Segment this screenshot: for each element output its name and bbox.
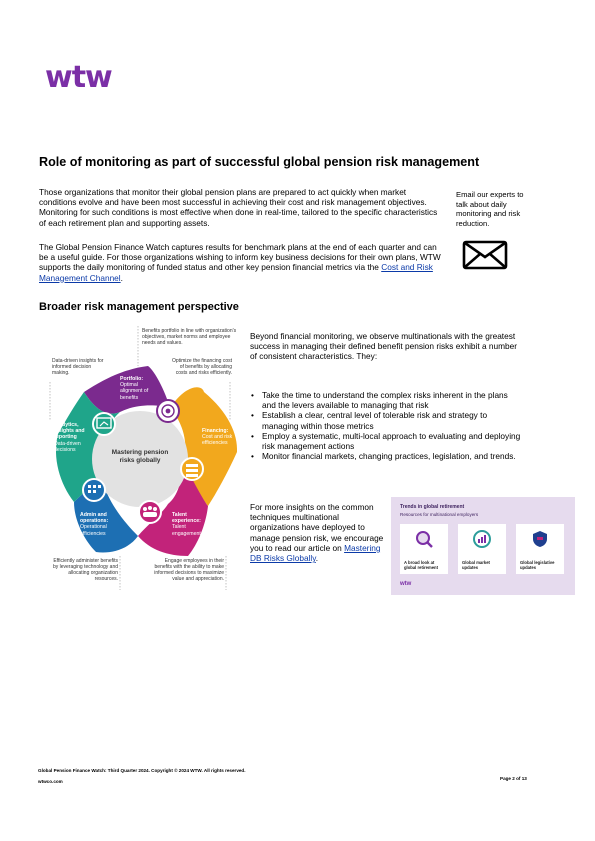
segment-label-admin: Admin and operations: Operational efficiencies <box>80 512 109 537</box>
paragraph-text: The Global Pension Finance Watch captures results for benchmark plans at the end of each quarter and can be a useful guide. For those organizations wishing to inform key business decisions for their own plans, WTW supports the daily monitoring of funded status and other key pension financial metrics via the <box>39 242 441 273</box>
list-item: • Establish a clear, central level of tolerable risk and strategy to managing within those metrics <box>250 410 522 430</box>
note-analytics: Data-driven insights for informed decision making. <box>52 358 104 376</box>
note-portfolio: Benefits portfolio in line with organization's objectives, market norms and employee needs and values. <box>142 328 237 346</box>
portfolio-icon <box>157 400 179 422</box>
footer-website[interactable]: wtwco.com <box>38 779 63 784</box>
shield-gavel-icon <box>530 529 550 549</box>
broader-risk-intro: Beyond financial monitoring, we observe multinationals with the greatest success in managing their defined benefit pension risks exhibit a number of consistent characteristics. They: <box>250 331 518 362</box>
outro-text: For more insights on the common techniques multinational organizations have deployed to manage pension risk, we encourage you to read our article on <box>250 502 384 553</box>
note-financing: Optimize the financing cost of benefits by allocating costs and risks efficiently. <box>171 358 232 376</box>
outro-end: . <box>315 553 319 564</box>
footer-copyright: Global Pension Finance Watch: Third Quarter 2024. Copyright © 2024 WTW. All rights reserved. <box>38 768 246 773</box>
email-icon[interactable] <box>462 240 508 275</box>
segment-label-portfolio: Portfolio: Optimal alignment of benefits <box>120 376 149 401</box>
segment-label-analytics: Analytics, insights and reporting Data-driven decisions <box>54 422 85 453</box>
card-subtitle: Resources for multinational employers <box>400 512 479 517</box>
analytics-icon <box>93 413 115 435</box>
pension-risk-diagram <box>38 324 240 596</box>
list-item: • Employ a systematic, multi-local approach to evaluating and deploying risk management actions <box>250 431 522 451</box>
wtw-logo: wtw <box>45 60 112 95</box>
talent-icon <box>139 501 161 523</box>
footer-left <box>38 765 246 787</box>
tile-legislative-updates[interactable] <box>516 524 564 574</box>
characteristics-list <box>250 390 522 461</box>
chart-refresh-icon <box>472 529 492 549</box>
section-title-monitoring: Role of monitoring as part of successful global pension risk management <box>39 155 480 169</box>
card-wtw-logo: wtw <box>400 581 412 587</box>
page-number: Page 2 of 13 <box>500 776 527 781</box>
tile-market-updates[interactable] <box>458 524 506 574</box>
section-title-broader-risk: Broader risk management perspective <box>39 301 239 313</box>
broader-risk-outro <box>250 502 385 563</box>
diagram-center-label: Mastering pension risks globally <box>111 449 169 464</box>
tile-label: A broad look at global retirement <box>404 560 438 570</box>
paragraph-monitoring-1: Those organizations that monitor their global pension plans are prepared to act quickly when market conditions evolve and have been most successful in achieving their cost and risk management objectives. Monitoring for such conditions is most effective when done in real-time, tailored to the specific characteristics of each retirement plan and supporting assets. <box>39 187 438 228</box>
trends-card[interactable] <box>391 497 575 595</box>
email-experts-note: Email our experts to talk about daily monitoring and risk reduction. <box>456 190 524 228</box>
tile-broad-look[interactable] <box>400 524 448 574</box>
list-item: • Take the time to understand the complex risks inherent in the plans and the levers available to managing that risk <box>250 390 522 410</box>
list-item: • Monitor financial markets, changing practices, legislation, and trends. <box>250 451 522 461</box>
note-talent: Engage employees in their benefits with the ability to make informed decisions to maximize value and appreciation. <box>154 558 224 582</box>
card-title: Trends in global retirement <box>400 504 465 510</box>
segment-label-financing: Financing: Cost and risk efficiencies <box>202 428 233 447</box>
cost-risk-channel-link[interactable]: Cost and Risk Management Channel <box>39 262 433 283</box>
financing-icon <box>181 458 203 480</box>
note-admin: Efficiently administer benefits by leveraging technology and allocating organization resources. <box>52 558 118 582</box>
admin-icon <box>83 479 105 501</box>
magnifier-globe-icon <box>414 529 434 549</box>
tile-label: Global legislative updates <box>520 560 555 570</box>
tile-label: Global market updates <box>462 560 490 570</box>
mastering-db-risks-link[interactable]: Mastering DB Risks Globally <box>250 542 381 564</box>
paragraph-monitoring-2 <box>39 242 444 283</box>
segment-label-talent: Talent experience: Talent engagement <box>172 512 201 537</box>
paragraph-end: . <box>120 272 123 283</box>
